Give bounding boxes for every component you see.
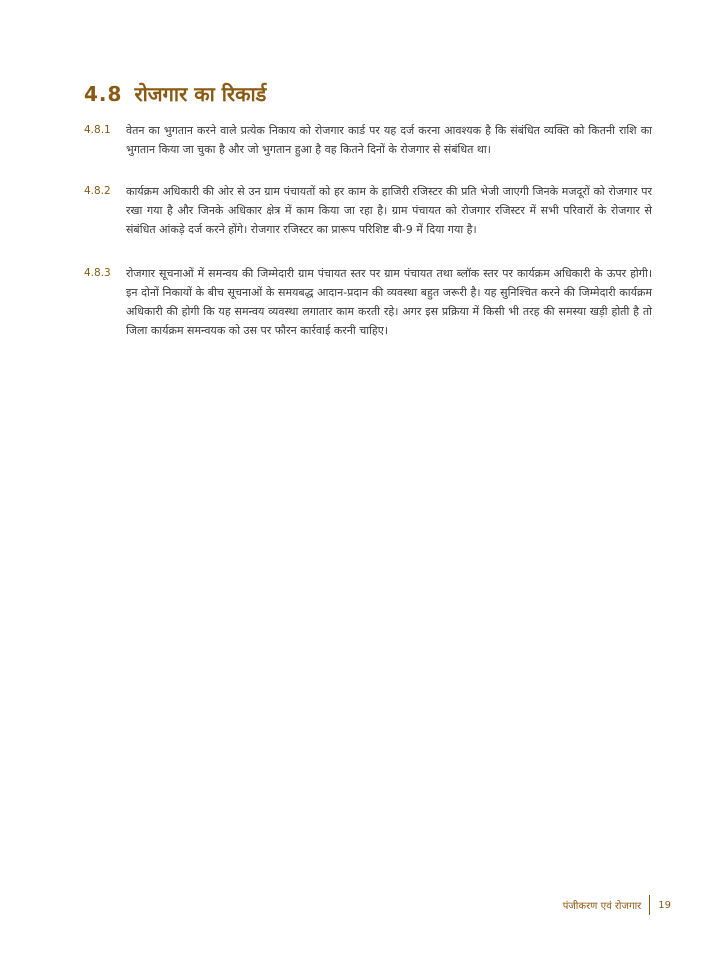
subsection-text: कार्यक्रम अधिकारी की ओर से उन ग्राम पंचायतों को हर काम के हाजिरी रजिस्टर की प्रति भेजी जाएगी जिनके मजदूरों को रोजगार पर रखा गया है और जिनके अधिकार क्षेत्र में काम किया जा रहा है। ग्राम पंचायत को रोजगार रजिस्टर में सभी परिवारों के रोजगार से संबंधित आंकड़े दर्ज करने होंगे। रोजगार रजिस्टर का प्रारूप परिशिष्ट बी-9 में दिया गया है। (126, 185, 652, 236)
footer-chapter-label: पंजीकरण एवं रोजगार (562, 901, 642, 912)
page-number: 19 (658, 899, 671, 911)
section-heading-number: 4.8 (84, 82, 123, 106)
footer-divider (649, 895, 650, 915)
subsection-number: 4.8.2 (84, 185, 111, 197)
subsection-number: 4.8.1 (84, 124, 111, 136)
subsection-number: 4.8.3 (84, 267, 111, 279)
page-footer (563, 895, 671, 915)
subsection-4-8-1 (84, 121, 652, 159)
subsection-4-8-3 (84, 264, 652, 340)
subsection-4-8-2 (84, 182, 652, 239)
subsection-text: वेतन का भुगतान करने वाले प्रत्येक निकाय को रोजगार कार्ड पर यह दर्ज करना आवश्यक है कि संबंधित व्यक्ति को कितनी राशि का भुगतान किया जा चुका है और जो भुगतान हुआ है वह कितने दिनों के रोजगार से संबंधित था। (126, 124, 652, 156)
section-heading-title: रोजगार का रिकार्ड (134, 82, 267, 106)
section-heading (84, 80, 266, 107)
subsection-text: रोजगार सूचनाओं में समन्वय की जिम्मेदारी ग्राम पंचायत स्तर पर ग्राम पंचायत तथा ब्लॉक स्तर पर कार्यक्रम अधिकारी के ऊपर होगी। इन दोनों निकायों के बीच सूचनाओं के समयबद्ध आदान-प्रदान की व्यवस्था बहुत जरूरी है। यह सुनिश्चित करने की जिम्मेदारी कार्यक्रम अधिकारी की होगी कि यह समन्वय व्यवस्था लगातार काम करती रहे। अगर इस प्रक्रिया में किसी भी तरह की समस्या खड़ी होती है तो जिला कार्यक्रम समन्वयक को उस पर फौरन कार्रवाई करनी चाहिए। (126, 267, 652, 337)
